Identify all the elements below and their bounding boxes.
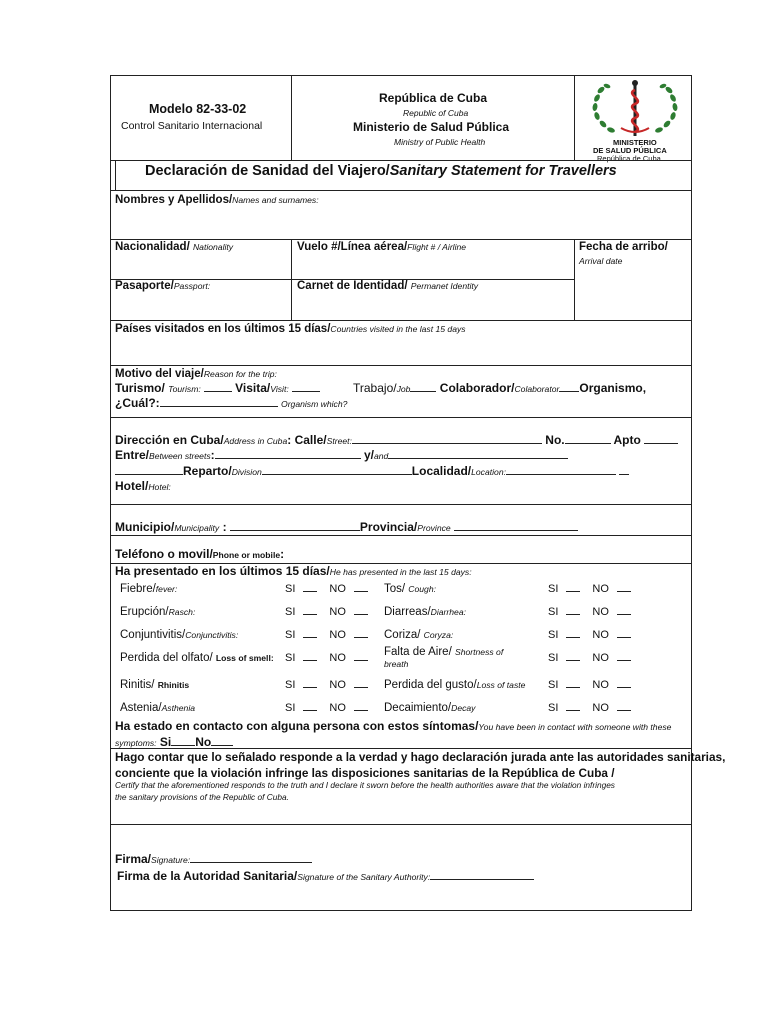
yes-checkbox[interactable] (566, 613, 580, 615)
trip-reason-options-2 (353, 381, 646, 395)
no-label: NO (329, 629, 346, 641)
yes-checkbox[interactable] (303, 636, 317, 638)
province-input[interactable] (454, 521, 578, 531)
arrival-date-field[interactable] (579, 241, 668, 253)
nationality-label: Nacionalidad/ (115, 241, 193, 253)
no-label: NO (329, 702, 346, 714)
ministry-title: Ministerio de Salud Pública (353, 120, 510, 134)
tourism-option[interactable] (115, 381, 232, 395)
address-label-en: Address in Cuba (223, 436, 288, 446)
form-title-en: Sanitary Statement for Travellers (389, 163, 617, 179)
republic-subtitle: Republic of Cuba (403, 108, 469, 118)
symptom-left-2-answers (285, 629, 372, 641)
arrival-label: Fecha de arribo/ (579, 241, 668, 253)
yes-checkbox[interactable] (566, 636, 580, 638)
symptom-right-label-en: Loss of taste (476, 680, 526, 690)
republic-title: República de Cuba (379, 91, 488, 105)
municipality-label-en: Municipality (174, 523, 220, 533)
symptom-right-0 (384, 583, 436, 595)
symptom-right-3 (384, 646, 503, 658)
symptom-right-label-en: Cough: (408, 584, 437, 594)
symptom-left-label-en: Rasch: (168, 607, 196, 617)
tourism-label: Turismo/ (115, 381, 169, 395)
symptom-left-5-answers (285, 702, 372, 714)
form-title (145, 163, 617, 179)
symptom-left-1 (120, 606, 195, 618)
between-label-en: Between streets (149, 451, 211, 461)
yes-label: SI (548, 679, 559, 691)
symptom-right-1-answers (548, 606, 635, 618)
symptom-left-5 (120, 702, 195, 714)
municipality-input[interactable] (230, 521, 360, 531)
municipality-province-line: Municipio/Municipality : Provincia/Province (115, 520, 578, 534)
which-label: ¿Cuál?: (115, 396, 160, 410)
tourism-label-en: Tourism: (168, 384, 201, 394)
work-label: Trabajo/ (353, 381, 397, 395)
authority-signature-label: Firma de la Autoridad Sanitaria/ (117, 869, 298, 883)
no-label: NO (329, 679, 346, 691)
number-label: No. (545, 433, 565, 447)
locality-label-en: Location: (471, 467, 507, 477)
organism-which-field[interactable] (115, 396, 347, 410)
address-line-2: Entre/Between streets: y/and (115, 448, 568, 462)
no-checkbox[interactable] (617, 709, 631, 711)
symptom-left-label-en: Rhinitis (157, 680, 190, 690)
apartment-label: Apto (613, 433, 641, 447)
organism-label: Organismo, (579, 381, 647, 395)
nationality-field[interactable] (115, 241, 233, 253)
no-label: NO (592, 702, 609, 714)
no-checkbox[interactable] (354, 659, 368, 661)
hotel-label-en: Hotel: (148, 482, 171, 492)
symptom-left-3-answers (285, 652, 372, 664)
names-label: Nombres y Apellidos/ (115, 194, 233, 206)
symptom-right-label-en: Diarrhea: (430, 607, 467, 617)
which-label-en: Organism which? (281, 399, 348, 409)
model-number: Modelo 82-33-02 (149, 102, 247, 116)
reason-label-en: Reason for the trip: (203, 369, 277, 379)
no-checkbox[interactable] (617, 590, 631, 592)
symptom-left-label: Astenia/ (120, 702, 162, 714)
province-label-en: Province (417, 523, 451, 533)
symptom-left-label-en: Asthenia (161, 703, 196, 713)
symptom-left-4-answers (285, 679, 372, 691)
declaration-es-2: conciente que la violación infringe las disposiciones sanitarias de la República de Cuba / (115, 766, 615, 780)
yes-checkbox[interactable] (566, 709, 580, 711)
visit-option[interactable] (235, 381, 320, 395)
symptom-right-1 (384, 606, 466, 618)
countries-label: Países visitados en los últimos 15 días/ (115, 323, 331, 335)
countries-visited-field[interactable] (115, 323, 466, 335)
control-label: Control Sanitario Internacional (121, 120, 263, 132)
yes-label: SI (548, 652, 559, 664)
names-label-en: Names and surnames: (232, 195, 319, 205)
collaborator-label-en: Colaborator (514, 384, 560, 394)
yes-label: SI (285, 679, 296, 691)
declaration-en-1: Certify that the aforementioned responds to the truth and I declare it sworn before the health authorities aware that the violation infringes (115, 780, 615, 790)
no-label: NO (592, 652, 609, 664)
contact-yes-input[interactable] (171, 736, 195, 746)
passport-label: Pasaporte/ (115, 280, 174, 292)
traveller-signature-field[interactable] (115, 852, 312, 866)
address-line-1 (115, 433, 678, 447)
no-checkbox[interactable] (354, 613, 368, 615)
visit-label-en: Visit: (270, 384, 289, 394)
no-label: NO (329, 652, 346, 664)
work-label-en: Job (396, 384, 411, 394)
yes-label: SI (285, 583, 296, 595)
contact-question-es: Ha estado en contacto con alguna persona con estos síntomas/ (115, 719, 479, 733)
division-input[interactable] (262, 465, 412, 475)
contact-no-input[interactable] (211, 736, 233, 746)
no-checkbox[interactable] (354, 590, 368, 592)
yes-checkbox[interactable] (566, 659, 580, 661)
symptom-left-3 (120, 652, 274, 664)
identity-card-field[interactable] (297, 280, 478, 292)
phone-label-en: Phone or mobile (212, 550, 281, 560)
symptom-right-5 (384, 702, 475, 714)
symptoms-heading-es: Ha presentado en los últimos 15 días/ (115, 564, 330, 578)
form-title-es: Declaración de Sanidad del Viajero/ (145, 163, 390, 179)
yes-checkbox[interactable] (303, 709, 317, 711)
no-label: NO (592, 629, 609, 641)
laurel-caduceus-icon (581, 78, 689, 140)
address-line-3 (115, 464, 629, 478)
symptom-left-label-en: fever: (155, 584, 178, 594)
division-prefix-input[interactable] (115, 465, 183, 475)
hotel-label: Hotel/ (115, 479, 149, 493)
yes-checkbox[interactable] (566, 686, 580, 688)
yes-checkbox[interactable] (303, 659, 317, 661)
symptom-right-label: Coriza/ (384, 629, 424, 641)
no-checkbox[interactable] (354, 686, 368, 688)
street-input[interactable] (352, 434, 542, 444)
logo-text-republica: República de Cuba (597, 154, 661, 163)
yes-label: SI (548, 629, 559, 641)
symptom-right-label: Diarreas/ (384, 606, 431, 618)
symptom-right-0-answers (548, 583, 635, 595)
collaborator-label: Colaborador/ (439, 381, 515, 395)
symptom-right-label: Falta de Aire/ (384, 646, 455, 658)
contact-question-en-2: symptoms: (115, 738, 157, 748)
logo-text-salud: DE SALUD PÚBLICA (593, 146, 667, 155)
yes-checkbox[interactable] (303, 613, 317, 615)
yes-label: SI (285, 702, 296, 714)
symptom-left-label: Erupción/ (120, 606, 169, 618)
yes-checkbox[interactable] (303, 590, 317, 592)
trip-reason-label (115, 368, 277, 380)
contact-question (115, 719, 671, 733)
declaration-es-1: Hago contar que lo señalado responde a la verdad y hago declaración jurada ante las autoridades sanitarias, (115, 750, 726, 764)
trip-reason-options (115, 381, 320, 395)
flight-label: Vuelo #/Línea aérea/ (297, 241, 408, 253)
no-label: NO (329, 606, 346, 618)
symptom-right-label-en-2: breath (384, 659, 409, 669)
authority-signature-field[interactable] (117, 869, 534, 883)
symptom-left-2 (120, 629, 238, 641)
signature-label: Firma/ (115, 852, 152, 866)
ministry-subtitle: Ministry of Public Health (394, 137, 486, 147)
contact-answer (115, 735, 233, 749)
between-input[interactable] (215, 449, 361, 459)
symptom-left-label: Rinitis/ (120, 679, 158, 691)
symptom-left-label: Fiebre/ (120, 583, 156, 595)
names-field[interactable] (115, 194, 319, 206)
authority-signature-label-en: Signature of the Sanitary Authority: (297, 872, 431, 882)
no-checkbox[interactable] (617, 613, 631, 615)
division-label-en: Division (231, 467, 262, 477)
apartment-input[interactable] (644, 434, 678, 444)
yes-label: SI (548, 583, 559, 595)
arrival-label-en: Arrival date (579, 256, 623, 266)
hotel-field[interactable] (115, 479, 171, 493)
symptom-left-0 (120, 583, 177, 595)
street-label: : Calle/ (287, 433, 327, 447)
phone-label: Teléfono o movil/ (115, 547, 213, 561)
symptom-left-0-answers (285, 583, 372, 595)
ministry-logo (581, 78, 689, 163)
no-checkbox[interactable] (354, 636, 368, 638)
symptom-left-label-en: Loss of smell: (215, 653, 274, 663)
identity-label: Carnet de Identidad/ (297, 280, 411, 292)
symptoms-heading-en: He has presented in the last 15 days: (329, 567, 472, 577)
flight-field[interactable] (297, 241, 466, 253)
no-checkbox[interactable] (617, 636, 631, 638)
yes-checkbox[interactable] (566, 590, 580, 592)
reason-label-es: Motivo del viaje/ (115, 368, 204, 380)
sanitary-statement-form (110, 75, 726, 911)
declaration-en-2: the sanitary provisions of the Republic of Cuba. (115, 792, 289, 802)
yes-label: SI (285, 629, 296, 641)
flight-label-en: Flight # / Airline (407, 242, 467, 252)
symptom-right-4-answers (548, 679, 635, 691)
between-label: Entre/ (115, 448, 150, 462)
yes-label: SI (548, 606, 559, 618)
symptom-right-5-answers (548, 702, 635, 714)
no-checkbox[interactable] (354, 709, 368, 711)
symptom-left-4 (120, 679, 189, 691)
contact-yes-label: Si (156, 735, 172, 749)
contact-question-en: You have been in contact with someone with these (478, 722, 672, 732)
number-input[interactable] (565, 434, 611, 444)
symptom-right-4 (384, 679, 525, 691)
signature-label-en: Signature: (151, 855, 191, 865)
no-label: NO (592, 679, 609, 691)
symptom-left-1-answers (285, 606, 372, 618)
yes-label: SI (285, 652, 296, 664)
visit-label: Visita/ (235, 381, 271, 395)
symptom-right-label-en: Decay (451, 703, 476, 713)
countries-label-en: Countries visited in the last 15 days (330, 324, 466, 334)
symptom-right-label: Perdida del gusto/ (384, 679, 477, 691)
contact-no-label: No (195, 735, 212, 749)
symptom-right-3-answers (548, 652, 635, 664)
yes-label: SI (548, 702, 559, 714)
municipality-label: Municipio/ (115, 520, 175, 534)
symptom-right-2-answers (548, 629, 635, 641)
street-label-en: Street: (326, 436, 352, 446)
yes-checkbox[interactable] (303, 686, 317, 688)
symptom-right-label-en: Shortness of (454, 647, 504, 657)
symptom-left-label: Conjuntivitis/ (120, 629, 186, 641)
passport-field[interactable] (115, 280, 210, 292)
work-option[interactable] (353, 381, 436, 395)
and-label: y/ (363, 448, 374, 462)
logo-text-ministerio: MINISTERIO (613, 138, 657, 147)
symptom-right-label: Tos/ (384, 583, 409, 595)
nationality-label-en: Nationality (192, 242, 234, 252)
symptom-left-label-en: Conjunctivitis: (185, 630, 239, 640)
identity-label-en: Permanet Identity (410, 281, 479, 291)
symptom-left-label: Perdida del olfato/ (120, 652, 216, 664)
address-label: Dirección en Cuba/ (115, 433, 224, 447)
yes-label: SI (285, 606, 296, 618)
no-checkbox[interactable] (617, 659, 631, 661)
no-label: NO (329, 583, 346, 595)
symptom-right-label: Decaimiento/ (384, 702, 452, 714)
division-label: Reparto/ (183, 464, 232, 478)
passport-label-en: Passport: (173, 281, 211, 291)
no-label: NO (592, 583, 609, 595)
and-label-en: and (374, 451, 389, 461)
locality-input[interactable] (506, 465, 616, 475)
symptom-right-label-en: Coryza: (423, 630, 454, 640)
province-label: Provincia/ (359, 520, 418, 534)
symptom-right-2 (384, 629, 453, 641)
locality-label: Localidad/ (411, 464, 472, 478)
no-label: NO (592, 606, 609, 618)
symptoms-heading (115, 564, 472, 578)
and-input[interactable] (388, 449, 568, 459)
no-checkbox[interactable] (617, 686, 631, 688)
collaborator-option[interactable] (440, 381, 580, 395)
phone-field[interactable]: Teléfono o movil/Phone or mobile: (115, 547, 285, 561)
